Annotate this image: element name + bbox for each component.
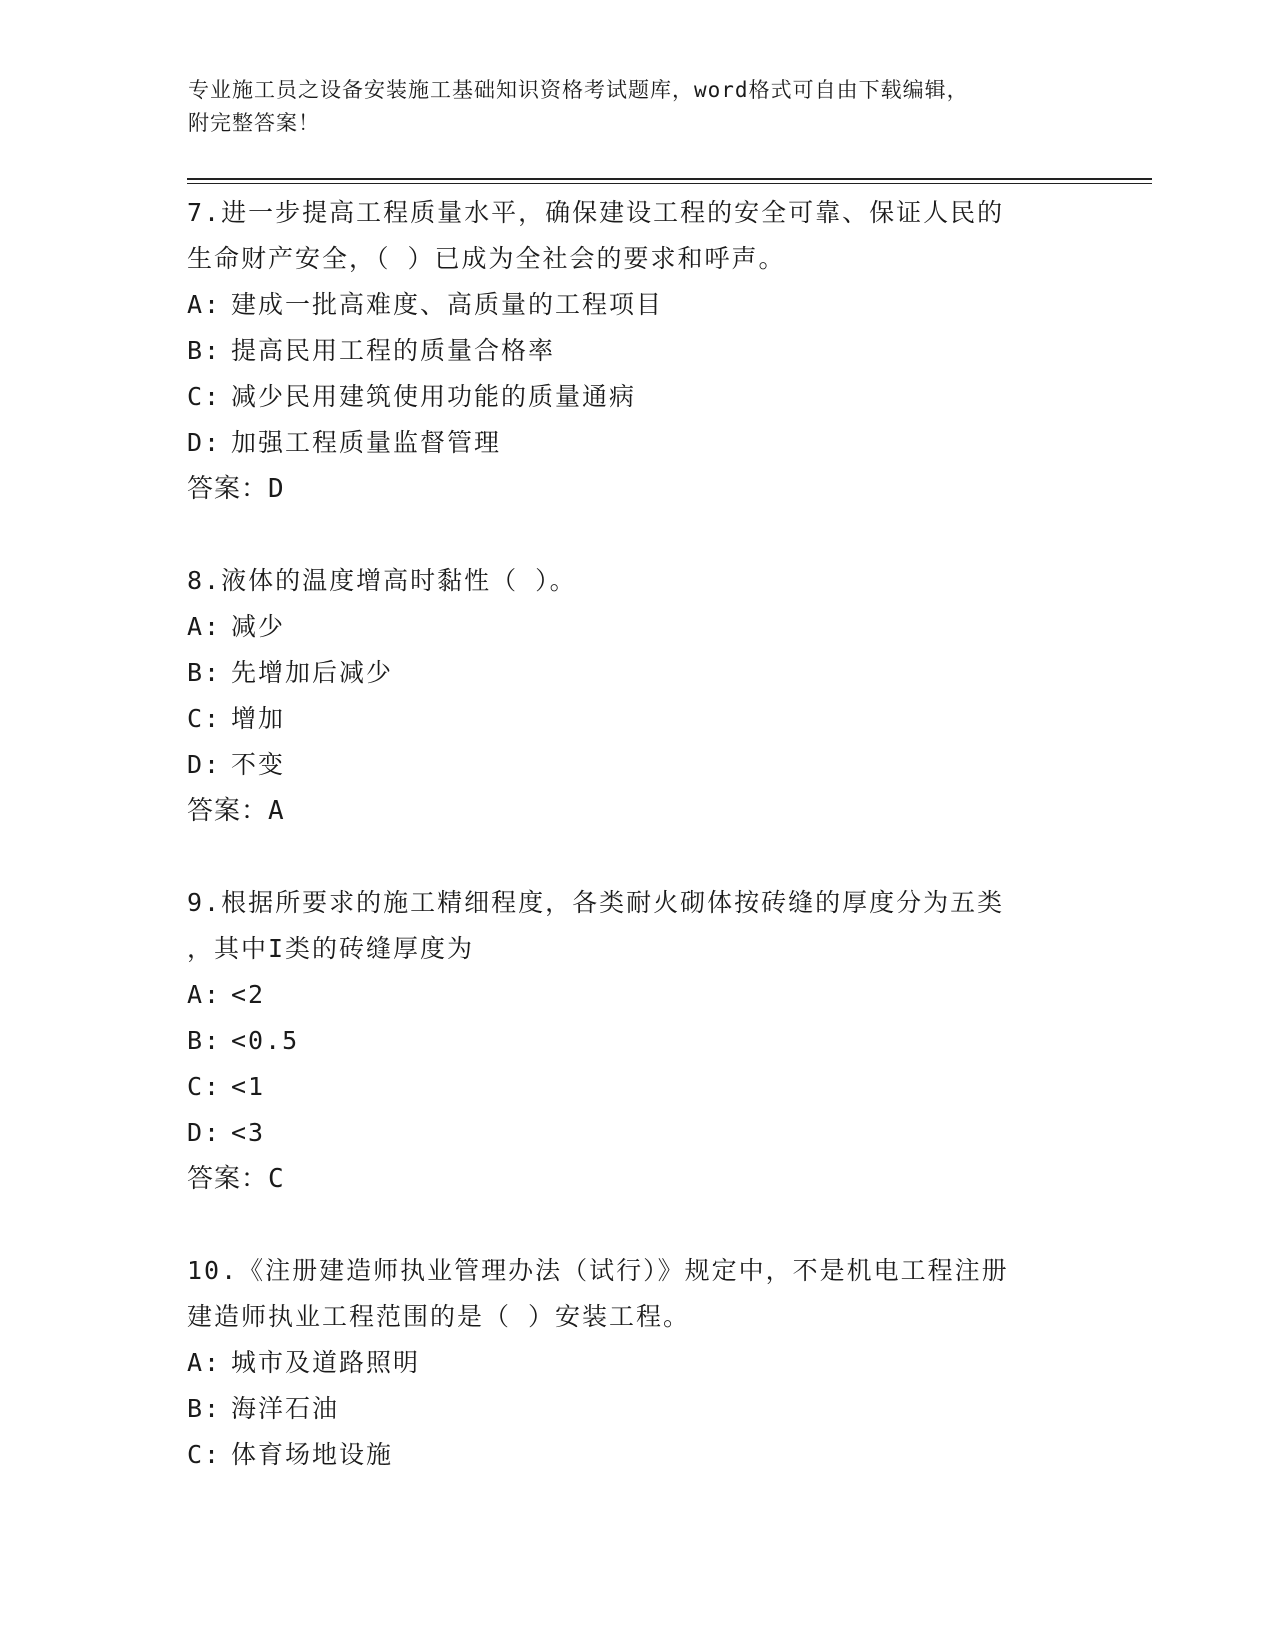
option-text: 提高民用工程的质量合格率 [231,336,556,365]
option-text: 体育场地设施 [231,1440,394,1469]
question-stem-continued: 生命财产安全，（ ）已成为全社会的要求和呼声。 [187,244,786,273]
option-c [187,374,1087,420]
option-text: 建成一批高难度、高质量的工程项目 [231,290,664,319]
option-key: C: [187,382,222,411]
header-divider-thin [187,183,1152,184]
option-b [187,1386,1087,1432]
option-a [187,604,1087,650]
option-text: 增加 [231,704,286,733]
option-key: B: [187,658,222,687]
option-text: <1 [231,1072,266,1101]
option-key: C: [187,1072,222,1101]
option-text: <2 [231,980,266,1009]
answer-line [187,1156,1087,1202]
header-divider-thick [187,178,1152,180]
option-key: D: [187,428,222,457]
answer-line [187,466,1087,512]
question-stem: 10.《注册建造师执业管理办法（试行）》规定中，不是机电工程注册 [187,1256,1009,1285]
option-text: 不变 [231,750,286,779]
option-a [187,282,1087,328]
option-b [187,328,1087,374]
question-8 [187,558,1087,834]
document-header [188,74,1088,140]
option-key: A: [187,612,222,641]
option-c [187,696,1087,742]
option-text: 城市及道路照明 [231,1348,421,1377]
question-stem-continued: 建造师执业工程范围的是（ ）安装工程。 [187,1302,691,1331]
option-text: 减少 [231,612,286,641]
question-10 [187,1248,1087,1478]
answer-value: D [268,474,285,504]
answer-value: A [268,796,285,826]
question-stem: 8.液体的温度增高时黏性（ ）。 [187,566,577,595]
question-9 [187,880,1087,1202]
option-d [187,1110,1087,1156]
question-stem: 9.根据所要求的施工精细程度，各类耐火砌体按砖缝的厚度分为五类 [187,888,1005,917]
header-line-1: 专业施工员之设备安装施工基础知识资格考试题库，word格式可自由下载编辑， [188,78,969,102]
option-key: D: [187,750,222,779]
question-stem: 7.进一步提高工程质量水平，确保建设工程的安全可靠、保证人民的 [187,198,1005,227]
answer-value: C [268,1164,285,1194]
answer-line [187,788,1087,834]
option-text: 先增加后减少 [231,658,394,687]
option-text: <3 [231,1118,266,1147]
option-b [187,1018,1087,1064]
question-list [187,190,1087,1478]
question-stem-continued: ，其中I类的砖缝厚度为 [187,934,475,963]
option-key: B: [187,1026,222,1055]
option-text: 海洋石油 [231,1394,340,1423]
option-c [187,1432,1087,1478]
answer-label: 答案： [187,796,269,826]
header-line-2: 附完整答案！ [188,111,320,135]
answer-label: 答案： [187,1164,269,1194]
option-key: A: [187,1348,222,1377]
option-c [187,1064,1087,1110]
option-key: C: [187,1440,222,1469]
option-key: D: [187,1118,222,1147]
option-text: 减少民用建筑使用功能的质量通病 [231,382,637,411]
option-key: A: [187,290,222,319]
option-d [187,420,1087,466]
option-key: B: [187,1394,222,1423]
option-text: <0.5 [231,1026,300,1055]
option-key: A: [187,980,222,1009]
option-key: B: [187,336,222,365]
option-key: C: [187,704,222,733]
option-b [187,650,1087,696]
option-a [187,1340,1087,1386]
option-text: 加强工程质量监督管理 [231,428,502,457]
answer-label: 答案： [187,474,269,504]
question-7 [187,190,1087,512]
option-a [187,972,1087,1018]
option-d [187,742,1087,788]
